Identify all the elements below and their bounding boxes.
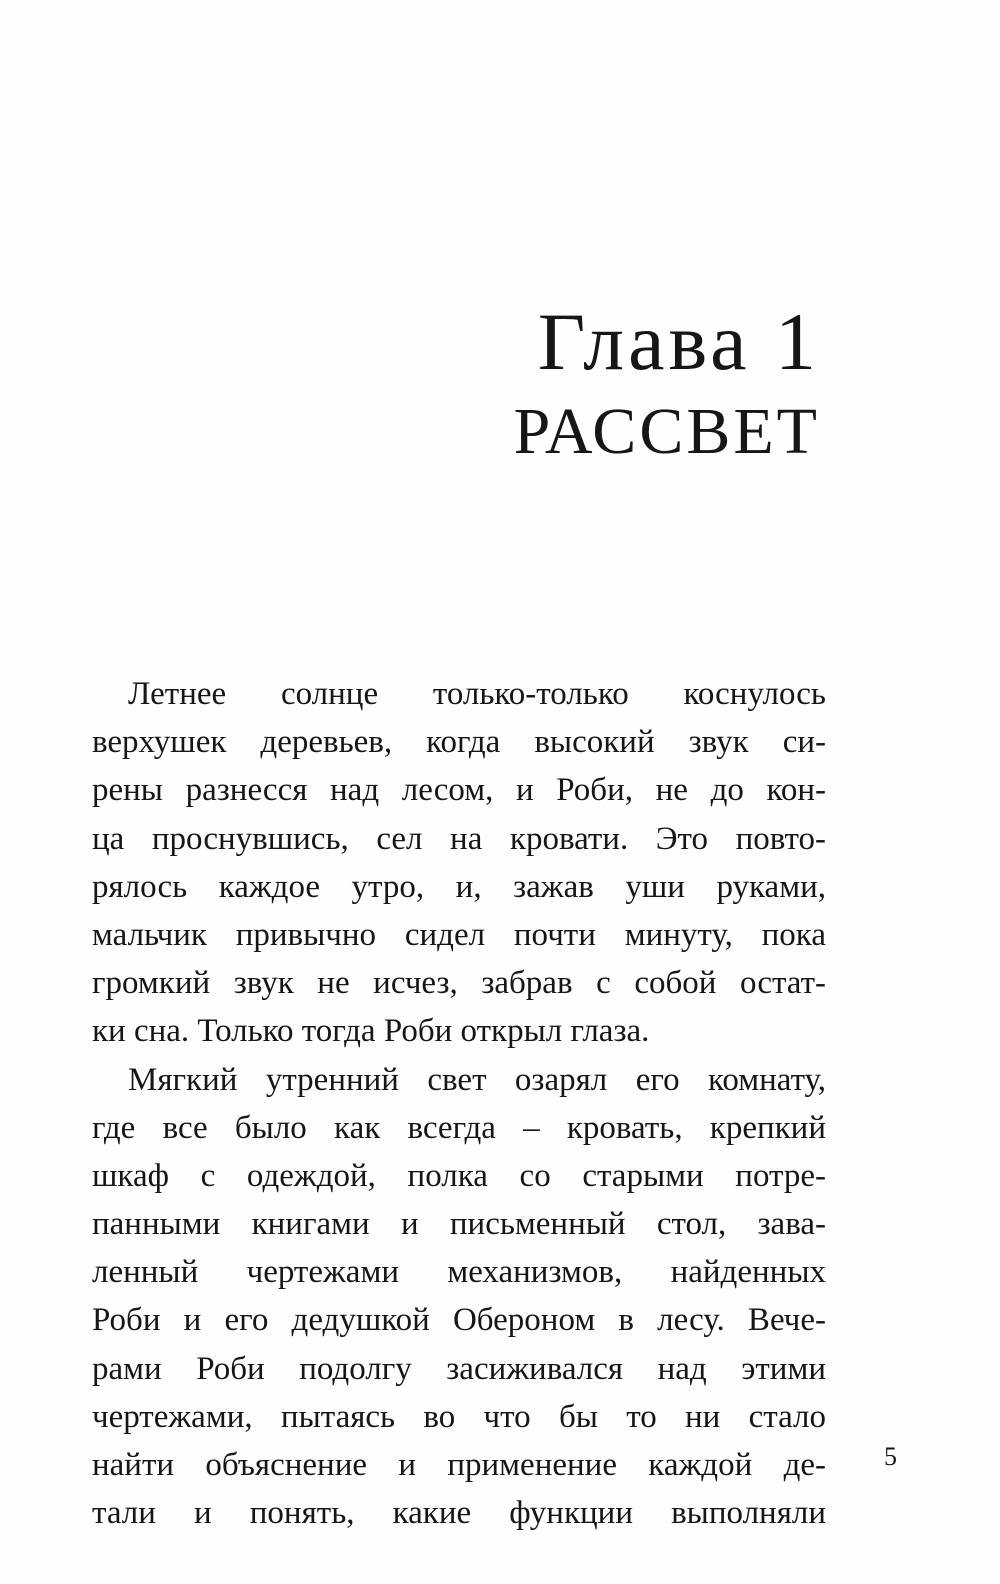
text-line: шкаф с одеждой, полка со старыми потре-: [92, 1157, 826, 1194]
text-line: Летнее солнце только-только коснулось: [128, 676, 826, 712]
chapter-number: Глава 1: [537, 296, 820, 387]
text-line: Роби и его дедушкой Обероном в лесу. Вече-: [92, 1302, 826, 1339]
body-text: [92, 670, 826, 1537]
text-line: ца проснувшись, сел на кровати. Это повто-: [92, 820, 826, 857]
text-line: ленный чертежами механизмов, найденных: [92, 1254, 826, 1291]
text-line: громкий звук не исчез, забрав с собой остат-: [92, 965, 826, 1002]
chapter-heading: [514, 292, 820, 472]
chapter-title: РАССВЕТ: [513, 395, 820, 468]
text-line: ки сна. Только тогда Роби открыл глаза.: [92, 1013, 650, 1050]
text-line: верхушек деревьев, когда высокий звук си-: [92, 724, 826, 761]
text-line: мальчик привычно сидел почти минуту, пока: [92, 916, 826, 953]
page-number: 5: [884, 1442, 897, 1471]
text-line: панными книгами и письменный стол, зава-: [92, 1206, 826, 1243]
text-line: чертежами, пытаясь во что бы то ни стало: [92, 1398, 826, 1435]
text-line: рялось каждое утро, и, зажав уши руками,: [92, 868, 826, 905]
text-line: рены разнесся над лесом, и Роби, не до кон-: [92, 772, 826, 809]
text-line: рами Роби подолгу засиживался над этими: [92, 1350, 826, 1387]
text-line: Мягкий утренний свет озарял его комнату,: [128, 1061, 826, 1098]
text-line: тали и понять, какие функции выполняли: [92, 1495, 826, 1532]
text-line: где все было как всегда – кровать, крепкий: [92, 1109, 826, 1146]
text-line: найти объяснение и применение каждой де-: [92, 1447, 826, 1483]
